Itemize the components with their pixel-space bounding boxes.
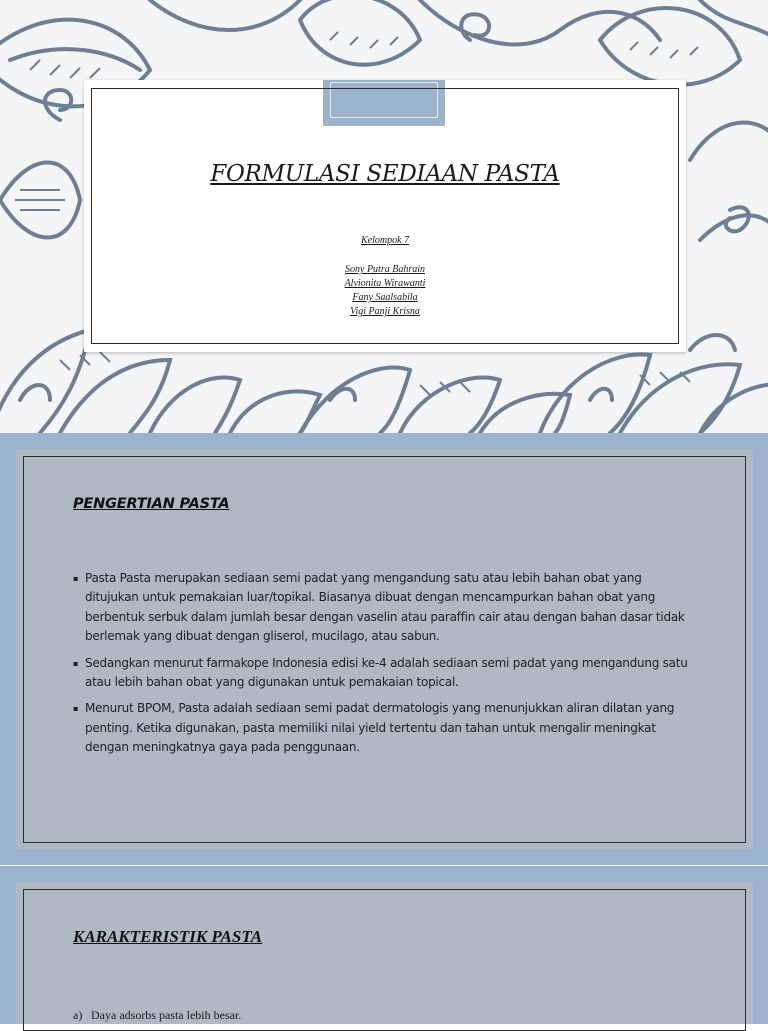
- characteristics-heading: KARAKTERISTIK PASTA: [73, 927, 263, 946]
- member-name: Vigi Panji Krisna: [350, 306, 420, 317]
- member-name: Sony Putra Bahrain: [345, 264, 425, 275]
- bullet-item: ▪ Pasta Pasta merupakan sediaan semi padat yang mengandung satu atau lebih bahan obat yang ditujukan untuk pemakaian luar/topikal. Biasanya dibuat dengan mencampurkan bahan obat yang berbentuk serbuk dalam jumlah besar dengan vaselin atau paraffin cair atau dengan bahan dasar tidak berlemak yang dibuat dengan gliserol, mucilago, atau sabun.: [73, 569, 693, 647]
- list-item-text: Daya adsorbs pasta lebih besar.: [91, 1008, 242, 1022]
- bullet-item: ▪ Sedangkan menurut farmakope Indonesia edisi ke-4 adalah sediaan semi padat yang mengandung satu atau lebih bahan obat yang digunakan untuk pemakaian topical.: [73, 654, 693, 693]
- definition-bullet-list: [73, 569, 693, 765]
- title-card: [84, 80, 686, 352]
- member-list: [92, 263, 678, 319]
- title-slide: [0, 0, 768, 433]
- list-marker: a): [73, 1008, 83, 1022]
- group-label: Kelompok 7: [360, 235, 410, 246]
- list-item: [73, 1008, 241, 1023]
- member-name: Fany Saalsabila: [352, 292, 418, 303]
- member-name: Alvionita Wirawanti: [344, 278, 426, 289]
- bullet-item: ▪ Menurut BPOM, Pasta adalah sediaan semi padat dermatologis yang menunjukkan aliran dilatan yang penting. Ketika digunakan, pasta memiliki nilai yield tertentu dan tahan untuk mengalir meningkat dengan meningkatnya gaya pada penggunaan.: [73, 699, 693, 757]
- title-card-frame: [91, 88, 679, 344]
- slide-title: FORMULASI SEDIAAN PASTA: [210, 161, 560, 187]
- characteristics-list: [73, 1008, 241, 1023]
- definition-heading: PENGERTIAN PASTA: [73, 496, 230, 512]
